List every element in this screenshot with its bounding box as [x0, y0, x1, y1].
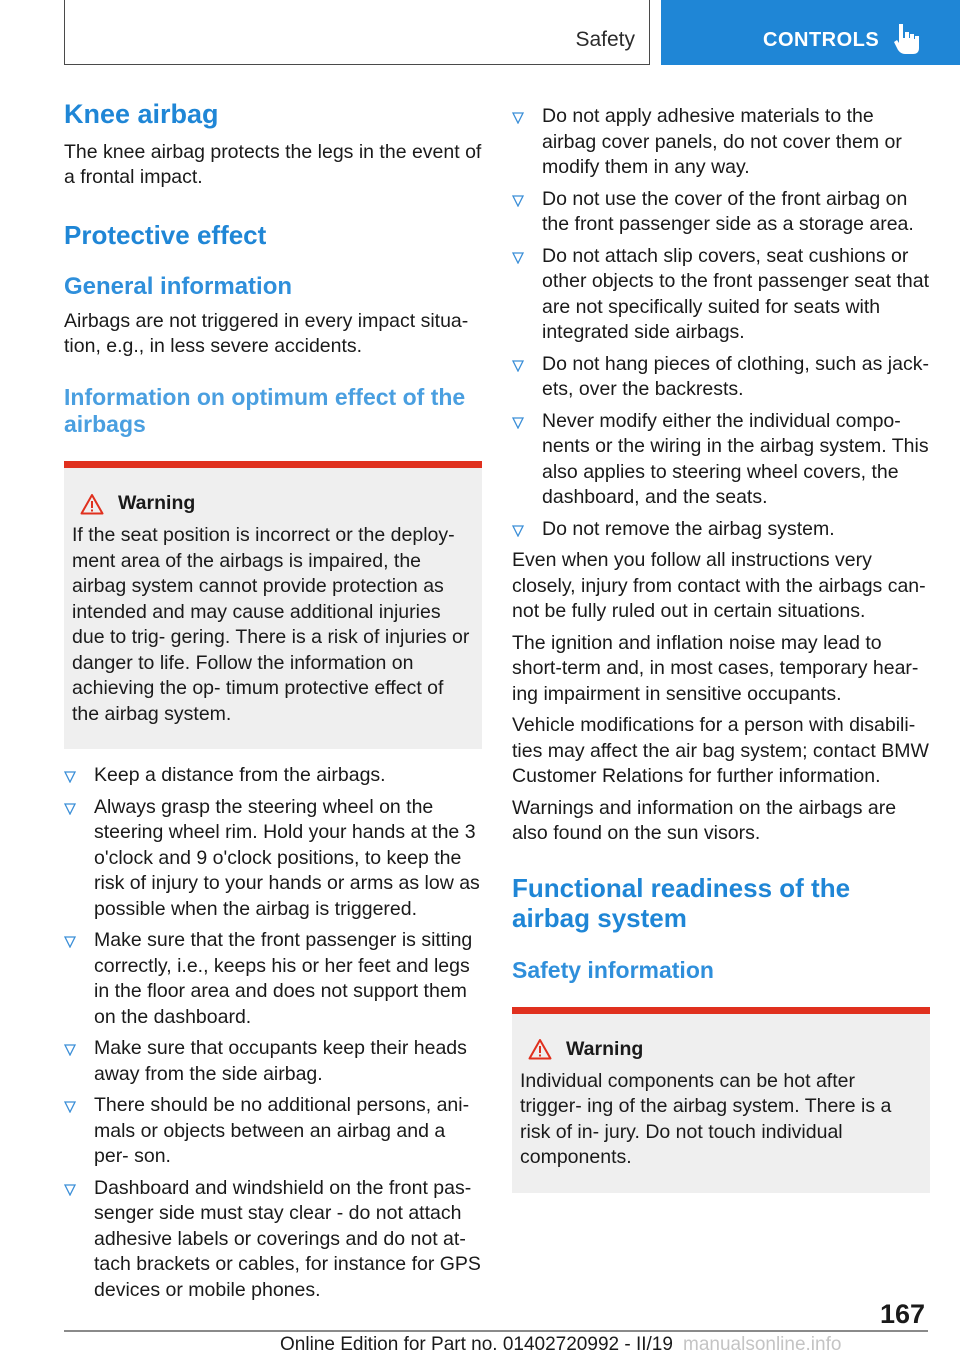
list-item: Do not attach slip covers, seat cushions or other objects to the front passenger seat that are not specifically suited for seats with integrated side airbags.	[512, 244, 930, 346]
functional-readiness-heading: Functional readiness of the airbag system	[512, 872, 851, 933]
left-bullet-list	[64, 763, 482, 1303]
paragraph-injury: Even when you follow all instructions very closely, injury from contact with the airbags can‐ not be fully ruled out in certain situations.	[512, 549, 926, 622]
general-information-heading: General information	[64, 273, 293, 301]
paragraph-noise: The ignition and inflation noise may lead to short-term and, in most cases, temporary hear‐ ing impairment in sensitive occupants.	[512, 631, 919, 705]
triangle-bullet-icon	[512, 525, 524, 537]
warning-title	[520, 1038, 922, 1061]
page-number: 167	[880, 1299, 926, 1329]
pointing-hand-icon	[893, 22, 921, 56]
right-column	[512, 104, 930, 1193]
right-bullet-list	[512, 104, 930, 542]
paragraph-sun-visors: Warnings and information on the airbags are also found on the sun visors.	[512, 796, 897, 844]
footer-watermark: manualsonline.info	[683, 1334, 842, 1355]
header-chapter-tab[interactable]	[661, 0, 960, 65]
header-section-label: Safety	[575, 28, 635, 51]
warning-title-text: Warning	[566, 1037, 644, 1060]
footer-edition-text: Online Edition for Part no. 01402720992 - II/19	[280, 1334, 673, 1355]
footer-divider	[64, 1330, 928, 1332]
list-item: Make sure that occupants keep their heads away from the side airbag.	[64, 1036, 482, 1087]
triangle-bullet-icon	[64, 936, 76, 948]
knee-airbag-heading: Knee airbag	[64, 99, 219, 129]
warning-triangle-icon	[528, 1038, 552, 1060]
list-item: Do not apply adhesive materials to the airbag cover panels, do not cover them or modify them in any way.	[512, 104, 930, 181]
triangle-bullet-icon	[64, 1101, 76, 1113]
list-item: Always grasp the steering wheel on the steering wheel rim. Hold your hands at the 3 o'clock and 9 o'clock positions, to keep the risk of injury to your hands or arms as low as possible when the airbag is triggered.	[64, 795, 482, 923]
triangle-bullet-icon	[64, 1184, 76, 1196]
general-information-text: Airbags are not triggered in every impact situa‐ tion, e.g., in less severe accidents.	[64, 309, 469, 358]
triangle-bullet-icon	[64, 803, 76, 815]
warning-box-optimum	[64, 461, 482, 749]
left-column	[64, 100, 482, 1309]
triangle-bullet-icon	[64, 771, 76, 783]
triangle-bullet-icon	[512, 112, 524, 124]
list-item: Do not hang pieces of clothing, such as jack‐ ets, over the backrests.	[512, 352, 930, 403]
triangle-bullet-icon	[64, 1044, 76, 1056]
triangle-bullet-icon	[512, 252, 524, 264]
triangle-bullet-icon	[512, 360, 524, 372]
triangle-bullet-icon	[512, 417, 524, 429]
warning-box-components	[512, 1007, 930, 1193]
warning-title	[72, 492, 474, 515]
list-item: Do not remove the airbag system.	[512, 517, 930, 543]
list-item: Do not use the cover of the front airbag on the front passenger side as a storage area.	[512, 187, 930, 238]
triangle-bullet-icon	[512, 195, 524, 207]
list-item: Keep a distance from the airbags.	[64, 763, 482, 789]
list-item: Never modify either the individual compo‐ nents or the wiring in the airbag system. This also applies to steering wheel covers, the dashboard, and the seats.	[512, 409, 930, 511]
optimum-effect-heading: Information on optimum effect of the airbags	[64, 383, 466, 438]
warning-text: If the seat position is incorrect or the deploy‐ ment area of the airbags is impaired, the airbag system cannot provide protection as intended and may cause additional injuries due to trig‐ gering. There is a risk of injuries or danger to life. Follow the information on achieving the op‐ timum protective effect of the airbag system.	[72, 524, 470, 725]
warning-title-text: Warning	[118, 492, 196, 515]
header-chapter-label: CONTROLS	[763, 29, 880, 51]
safety-information-heading: Safety information	[512, 956, 714, 983]
warning-text: Individual components can be hot after trigger‐ ing of the airbag system. There is a risk of in‐ jury. Do not touch individual components.	[520, 1069, 892, 1169]
warning-triangle-icon	[80, 493, 104, 515]
protective-effect-heading: Protective effect	[64, 219, 267, 250]
knee-airbag-text: The knee airbag protects the legs in the event of a frontal impact.	[64, 140, 482, 189]
list-item: Dashboard and windshield on the front pas‐ senger side must stay clear - do not attach adhesive labels or coverings and do not at‐ tach brackets or cables, for instance for GPS devices or mobile phones.	[64, 1176, 482, 1304]
paragraph-modifications: Vehicle modifications for a person with disabili‐ ties may affect the air bag system; contact BMW Customer Relations for further information.	[512, 714, 929, 787]
list-item: Make sure that the front passenger is sitting correctly, i.e., keeps his or her feet and legs in the floor area and does not support them on the dashboard.	[64, 928, 482, 1030]
header-section-box	[64, 0, 650, 65]
list-item: There should be no additional persons, ani‐ mals or objects between an airbag and a per‐ son.	[64, 1093, 482, 1170]
